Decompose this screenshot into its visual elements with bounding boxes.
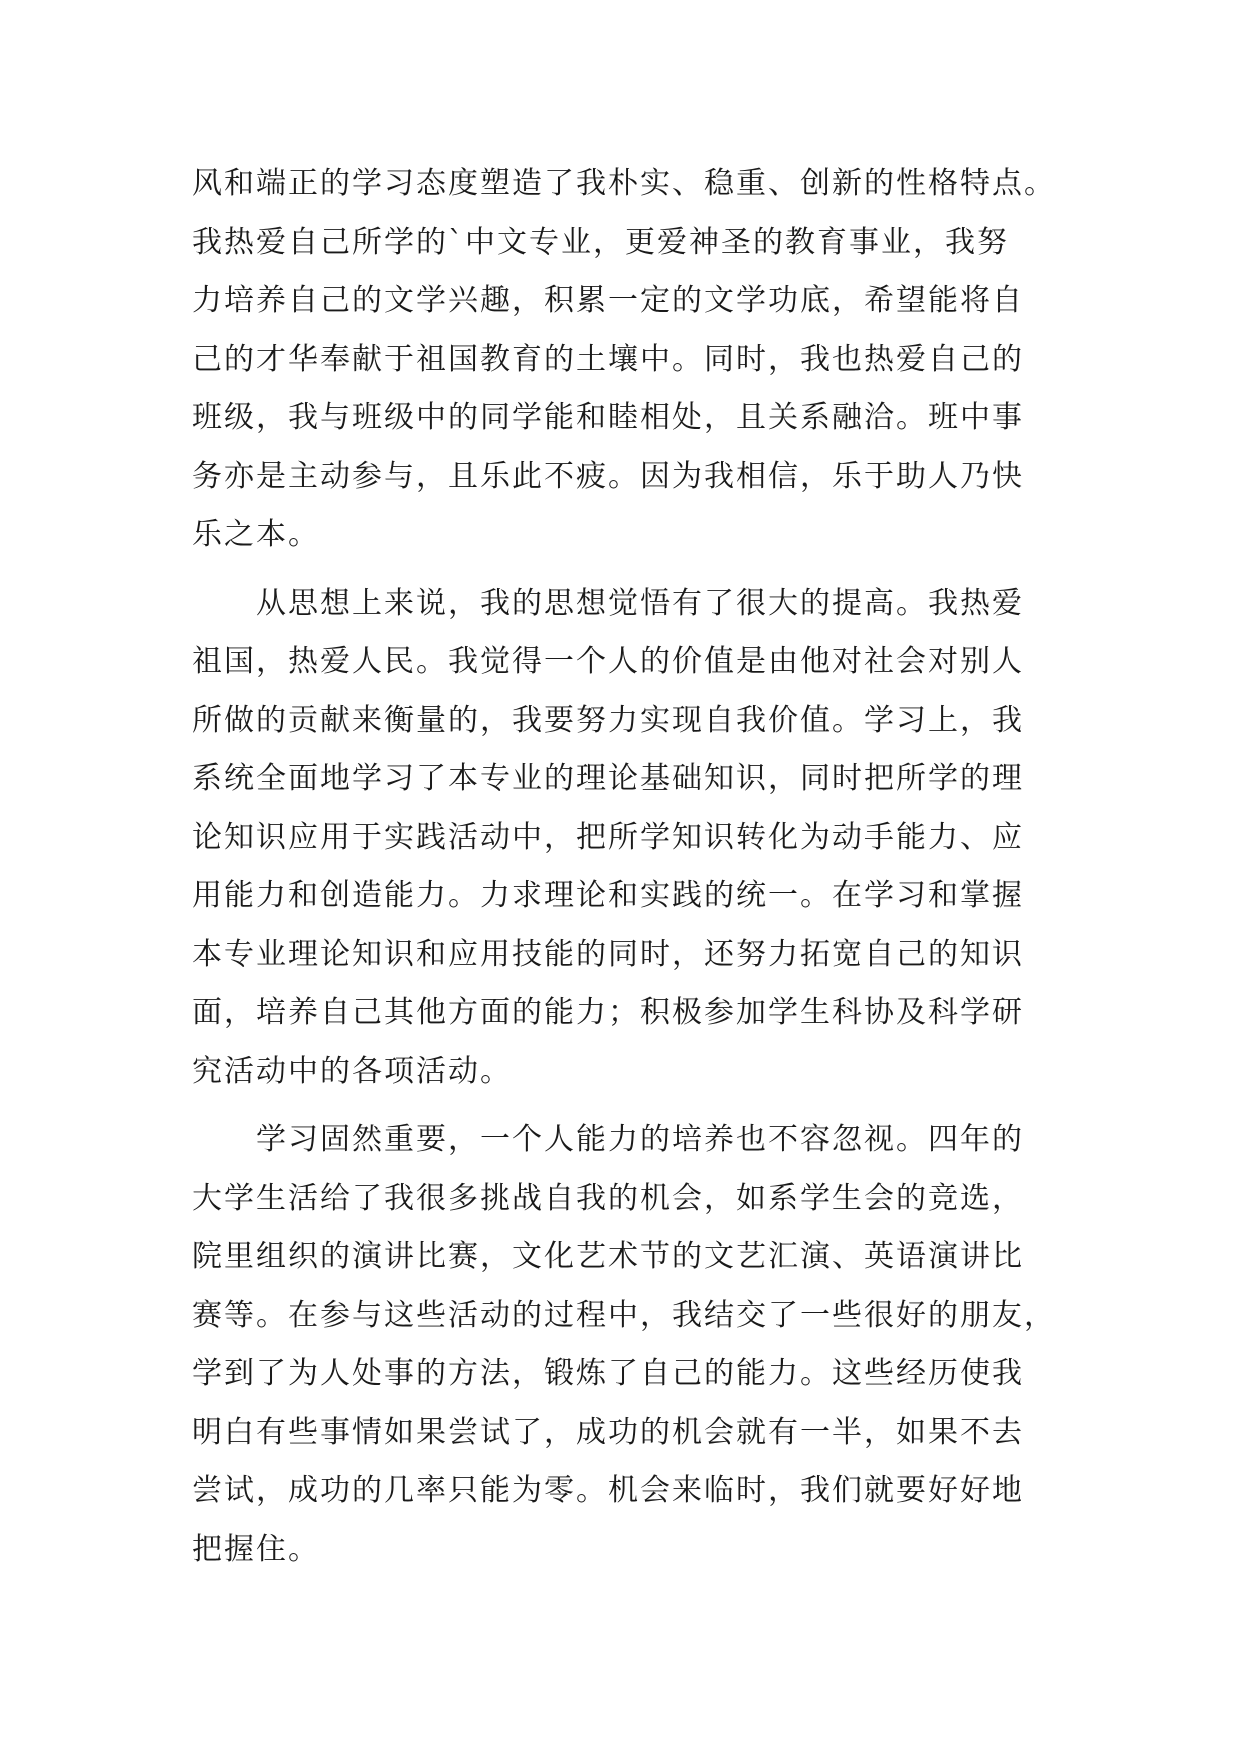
paragraph-1 (192, 155, 1072, 565)
text-line: 乐之本。 (192, 517, 320, 552)
paragraph-3 (192, 1111, 1072, 1579)
text-line: 学习固然重要，一个人能力的培养也不容忽视。四年的 (192, 1122, 1024, 1157)
paragraph-2 (192, 575, 1072, 1102)
text-line: 我热爱自己所学的`中文专业，更爱神圣的教育事业，我努 (192, 224, 1009, 260)
body-text (192, 155, 1072, 1579)
text-line: 己的才华奉献于祖国教育的土壤中。同时，我也热爱自己的 (192, 341, 1024, 377)
text-line: 把握住。 (192, 1531, 320, 1567)
text-line: 明白有些事情如果尝试了，成功的机会就有一半，如果不去 (192, 1414, 1024, 1450)
text-line: 究活动中的各项活动。 (192, 1053, 512, 1089)
text-line: 大学生活给了我很多挑战自我的机会，如系学生会的竞选， (192, 1180, 1024, 1216)
text-line: 力培养自己的文学兴趣，积累一定的文学功底，希望能将自 (192, 283, 1024, 318)
text-line: 尝试，成功的几率只能为零。机会来临时，我们就要好好地 (192, 1473, 1024, 1508)
text-line: 祖国，热爱人民。我觉得一个人的价值是由他对社会对别人 (192, 644, 1024, 679)
text-line: 从思想上来说，我的思想觉悟有了很大的提高。我热爱 (192, 585, 1024, 621)
text-line: 赛等。在参与这些活动的过程中，我结交了一些很好的朋友， (192, 1297, 1056, 1333)
text-line: 论知识应用于实践活动中，把所学知识转化为动手能力、应 (192, 819, 1024, 855)
text-line: 系统全面地学习了本专业的理论基础知识，同时把所学的理 (192, 761, 1024, 796)
text-line: 面，培养自己其他方面的能力；积极参加学生科协及科学研 (192, 995, 1024, 1030)
text-line: 学到了为人处事的方法，锻炼了自己的能力。这些经历使我 (192, 1356, 1024, 1391)
paragraph-spacer (192, 1101, 1072, 1111)
text-line: 风和端正的学习态度塑造了我朴实、稳重、创新的性格特点。 (192, 166, 1056, 201)
paragraph-spacer (192, 565, 1072, 575)
text-line: 所做的贡献来衡量的，我要努力实现自我价值。学习上，我 (192, 702, 1024, 738)
text-line: 班级，我与班级中的同学能和睦相处，且关系融洽。班中事 (192, 400, 1024, 435)
text-line: 务亦是主动参与，且乐此不疲。因为我相信，乐于助人乃快 (192, 458, 1024, 494)
text-line: 本专业理论知识和应用技能的同时，还努力拓宽自己的知识 (192, 936, 1024, 972)
text-line: 用能力和创造能力。力求理论和实践的统一。在学习和掌握 (192, 878, 1024, 913)
text-line: 院里组织的演讲比赛，文化艺术节的文艺汇演、英语演讲比 (192, 1239, 1024, 1274)
